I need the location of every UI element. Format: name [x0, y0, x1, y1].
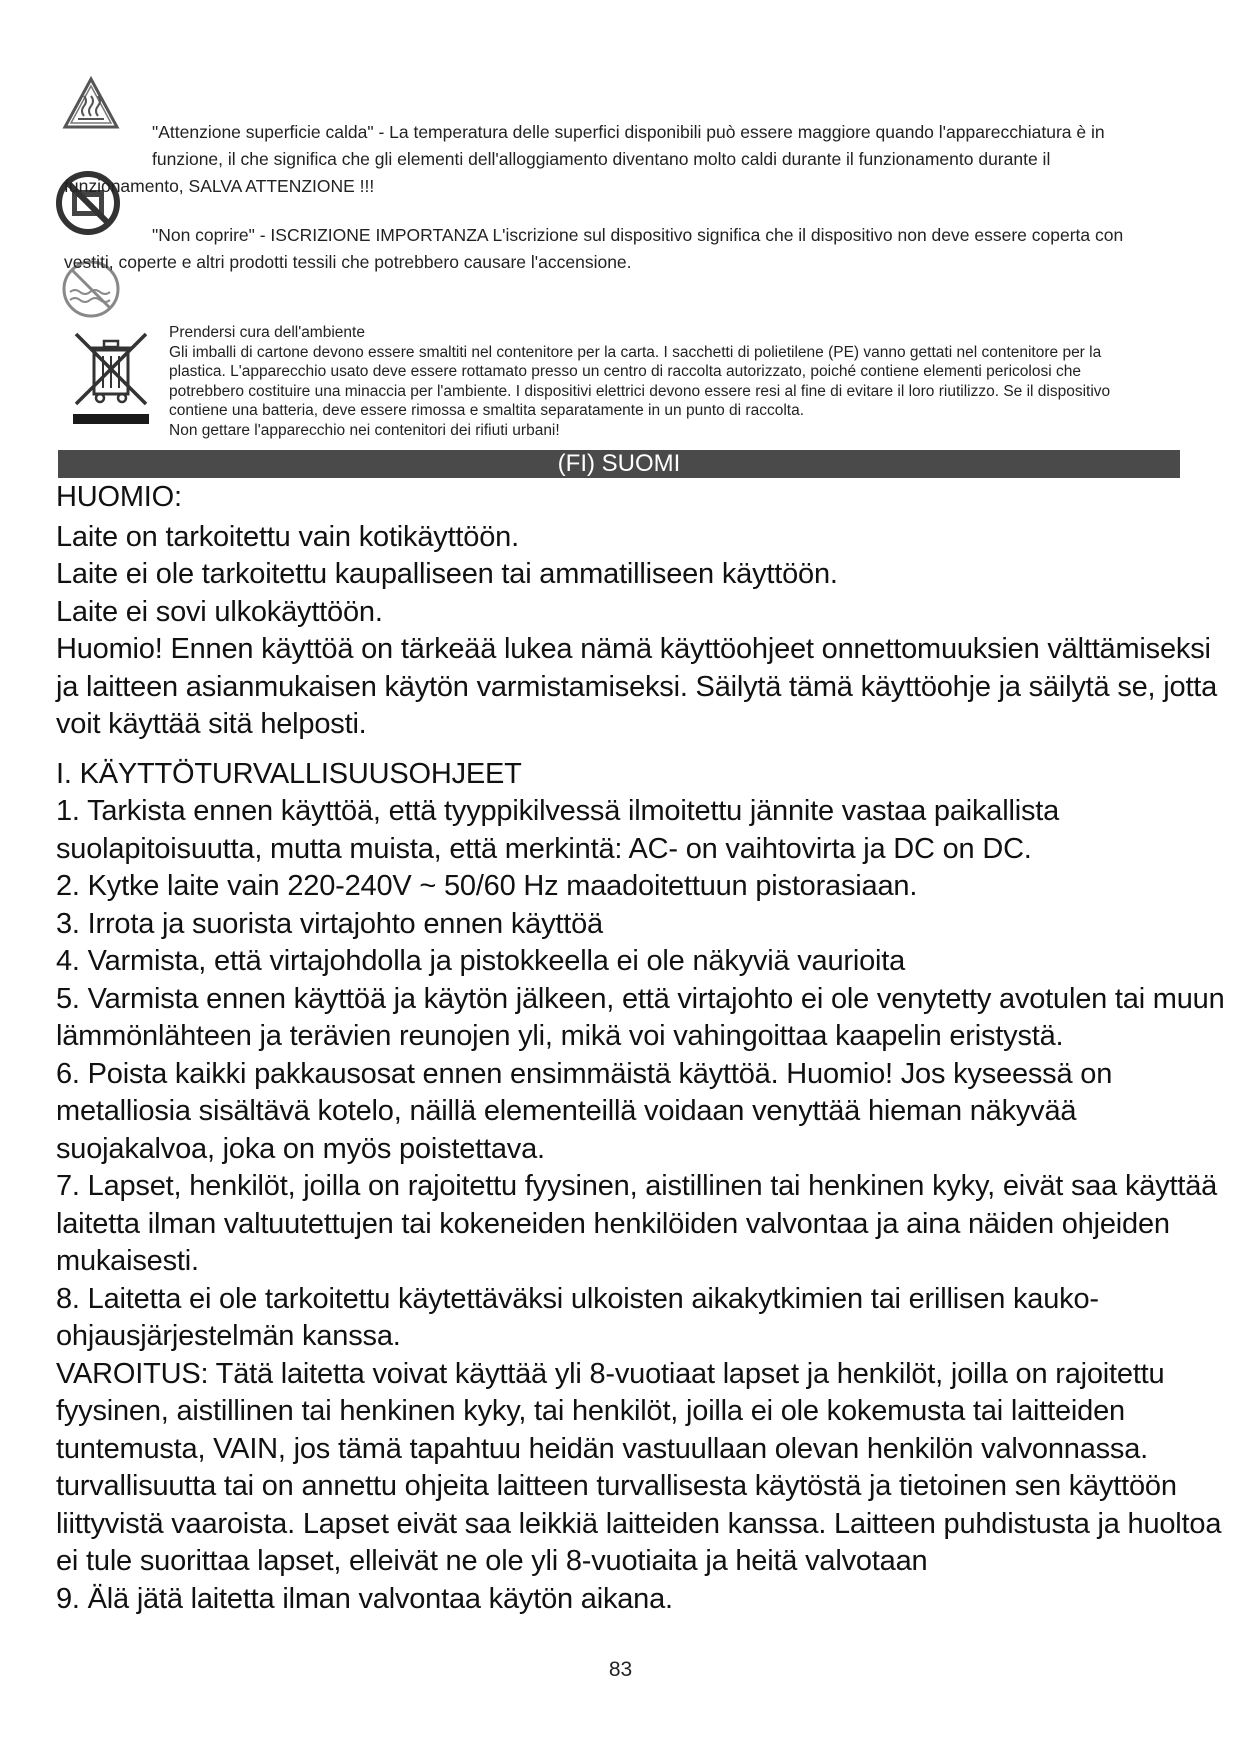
fi-body-line: lämmönlähteen ja terävien reunojen yli, mikä voi vahingoittaa kaapelin eristystä. — [56, 1020, 1064, 1052]
fi-intro-line: Huomio! Ennen käyttöä on tärkeää lukea nämä käyttöohjeet onnettomuuksien välttämiseksi — [56, 633, 1211, 665]
no-cover-text-line-1: "Non coprire" - ISCRIZIONE IMPORTANZA L'iscrizione sul dispositivo significa che il dispositivo non deve essere coperta con — [152, 225, 1124, 245]
weee-underline-bar — [73, 414, 149, 424]
environment-line: Gli imballi di cartone devono essere smaltiti nel contenitore per la carta. I sacchetti di polietilene (PE) vanno gettati nel contenitore per la — [169, 343, 1102, 361]
fi-body-line: metalliosia sisältävä kotelo, näillä elementeillä voidaan venyttää hieman näkyvää — [56, 1095, 1077, 1127]
fi-body-line: fyysinen, aistillinen tai henkinen kyky, tai henkilöt, joilla ei ole kokemusta tai laitteiden — [56, 1395, 1125, 1427]
page-number: 83 — [608, 1658, 633, 1681]
fi-body-line: suolapitoisuutta, mutta muista, että merkintä: AC- on vaihtovirta ja DC on DC. — [56, 833, 1032, 865]
fi-section-title: I. KÄYTTÖTURVALLISUUSOHJEET — [56, 758, 522, 790]
fi-intro-line: Laite ei ole tarkoitettu kaupalliseen tai ammatilliseen käyttöön. — [56, 558, 838, 590]
fi-body-line: 2. Kytke laite vain 220-240V ~ 50/60 Hz maadoitettuun pistorasiaan. — [56, 870, 918, 902]
fi-body-line: 5. Varmista ennen käyttöä ja käytön jälkeen, että virtajohto ei ole venytetty avotulen tai muun — [56, 983, 1225, 1015]
hot-surface-text-line-2: funzione, il che significa che gli elementi dell'alloggiamento diventano molto caldi durante il funzionamento durante il — [152, 149, 1051, 169]
fi-body-line: liittyvistä vaaroista. Lapset eivät saa leikkiä laitteiden kanssa. Laitteen puhdistusta ja huoltoa — [56, 1508, 1222, 1540]
fi-body-line: 8. Laitetta ei ole tarkoitettu käytettäväksi ulkoisten aikakytkimien tai erillisen kauko- — [56, 1283, 1099, 1315]
fi-body-line: laitetta ilman valtuutettujen tai kokeneiden henkilöiden valvontaa ja aina näiden ohjeiden — [56, 1208, 1170, 1240]
fi-body-line: ohjausjärjestelmän kanssa. — [56, 1320, 401, 1352]
environment-line: contiene una batteria, deve essere rimossa e smaltita separatamente in un punto di raccolta. — [169, 402, 805, 419]
fi-body-line: 4. Varmista, että virtajohdolla ja pistokkeella ei ole näkyviä vaurioita — [56, 945, 906, 977]
fi-body-line: mukaisesti. — [56, 1245, 199, 1277]
fi-body-line: 1. Tarkista ennen käyttöä, että tyyppikilvessä ilmoitettu jännite vastaa paikallista — [56, 795, 1060, 827]
language-section-banner — [58, 450, 1180, 478]
fi-intro-line: HUOMIO: — [56, 481, 182, 513]
hot-surface-text-line-3: funzionamento, SALVA ATTENZIONE !!! — [64, 176, 375, 196]
fi-intro-line: ja laitteen asianmukaisen käytön varmistamiseksi. Säilytä tämä käyttöohje ja säilytä se, jotta — [56, 671, 1218, 703]
fi-body-line: 6. Poista kaikki pakkausosat ennen ensimmäistä käyttöä. Huomio! Jos kyseessä on — [56, 1058, 1113, 1090]
environment-title: Prendersi cura dell'ambiente — [169, 324, 365, 341]
fi-body-line: 7. Lapset, henkilöt, joilla on rajoitettu fyysinen, aistillinen tai henkinen kyky, eivät saa käyttää — [56, 1170, 1218, 1202]
fi-intro-line: Laite ei sovi ulkokäyttöön. — [56, 596, 383, 628]
environment-line: plastica. L'apparecchio usato deve essere rottamato presso un centro di raccolta autorizzato, poiché contiene elementi pericolosi che — [169, 363, 1081, 380]
environment-line: Non gettare l'apparecchio nei contenitori dei rifiuti urbani! — [169, 421, 560, 439]
fi-body-line: 9. Älä jätä laitetta ilman valvontaa käytön aikana. — [56, 1583, 673, 1615]
fi-body-line: ei tule suorittaa lapset, elleivät ne ole yli 8-vuotiaita ja heitä valvotaan — [56, 1545, 928, 1577]
hot-surface-warning-icon — [62, 76, 120, 130]
fi-body-line: turvallisuutta tai on annettu ohjeita laitteen turvallisesta käytöstä ja tietoinen sen käyttöön — [56, 1470, 1177, 1502]
fi-intro-line: voit käyttää sitä helposti. — [56, 708, 367, 740]
banner-label: (FI) SUOMI — [557, 450, 681, 477]
fi-body-line: tuntemusta, VAIN, jos tämä tapahtuu heidän vastuullaan olevan henkilön valvonnassa. — [56, 1433, 1149, 1465]
environment-line: potrebbero costituire una minaccia per l'ambiente. I dispositivi elettrici devono essere resi al fine di evitare il loro riutilizzo. Se il dispositivo — [169, 382, 1111, 400]
fi-body-line: VAROITUS: Tätä laitetta voivat käyttää yli 8-vuotiaat lapset ja henkilöt, joilla on rajoitettu — [56, 1358, 1165, 1390]
fi-body-line: 3. Irrota ja suorista virtajohto ennen käyttöä — [56, 908, 603, 940]
weee-bin-icon — [70, 328, 152, 410]
fi-body-line: suojakalvoa, joka on myös poistettava. — [56, 1133, 545, 1165]
no-cover-text-line-2: vestiti, coperte e altri prodotti tessili che potrebbero causare l'accensione. — [64, 252, 632, 272]
fi-intro-line: Laite on tarkoitettu vain kotikäyttöön. — [56, 521, 519, 553]
hot-surface-text-line-1: "Attenzione superficie calda" - La temperatura delle superfici disponibili può essere maggiore quando l'apparecchiatura è in — [152, 122, 1105, 142]
